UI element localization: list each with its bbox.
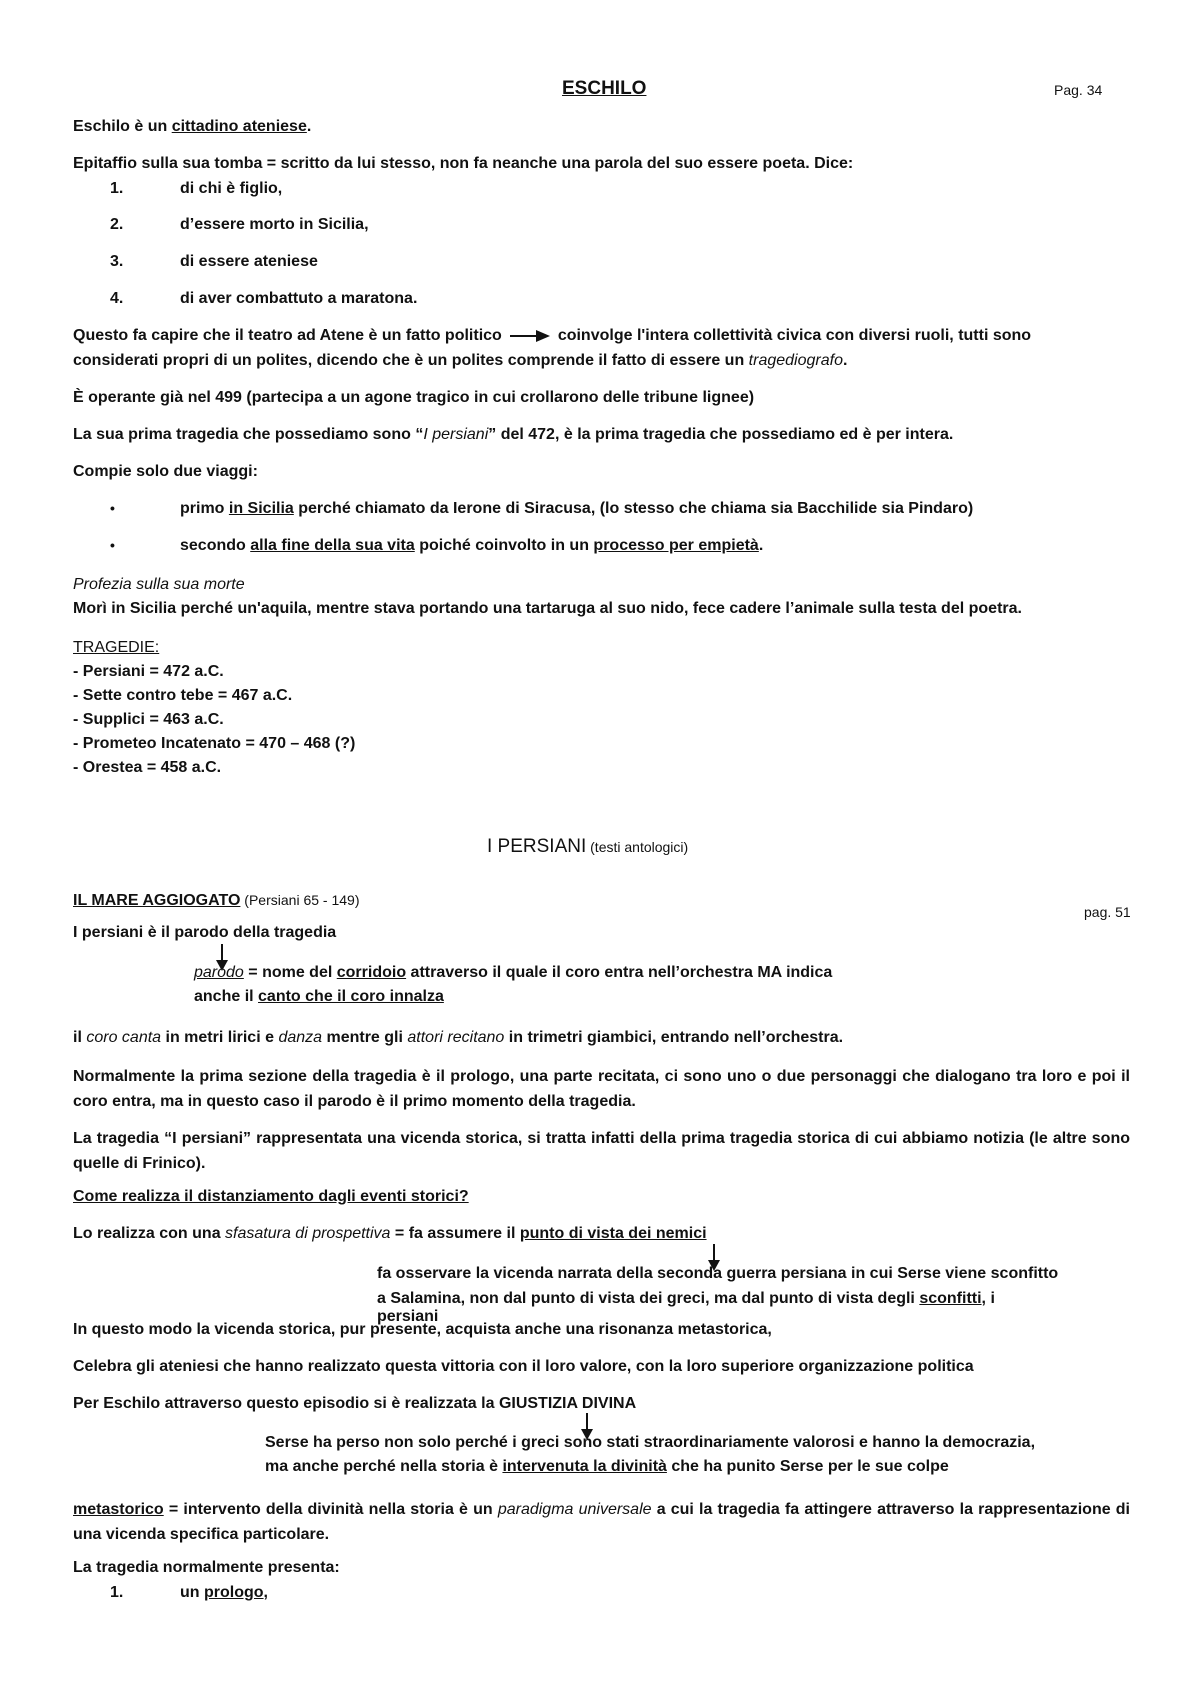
paragraph-coro [73,1029,843,1047]
paragraph-operante: È operante già nel 499 (partecipa a un agone tragico in cui crollarono delle tribune lignee) [73,389,755,406]
paragraph-normalmente: Normalmente la prima sezione della tragedia è il prologo, una parte recitata, ci sono uno o due personaggi che dialogano tra loro e poi il coro entra, ma in questo caso il parodo è il primo momento della tragedia. [73,1068,1130,1110]
text: considerati propri di un polites, dicendo che è un polites comprende il fatto di essere un [73,352,749,369]
list-item: - Sette contro tebe = 467 a.C. [73,687,293,704]
bullet-icon: • [110,500,115,516]
osservare-line2 [377,1290,1110,1308]
underlined-text: in Sicilia [228,500,294,517]
list-number: 4. [110,290,124,307]
italic-text: attori recitano [407,1029,505,1046]
text: La sua prima tragedia che possediamo sono “ [73,426,424,443]
bullet-item [110,500,973,518]
paragraph-in-questo-modo: In questo modo la vicenda storica, pur presente, acquista anche una risonanza metastorica, [73,1321,772,1338]
section-title-text: I PERSIANI [487,836,587,857]
text: il [73,1029,87,1046]
heading-tragedie: TRAGEDIE: [73,639,160,656]
bullet-icon: • [110,537,115,553]
paragraph-mori: Morì in Sicilia perché un'aquila, mentre stava portando una tartaruga al suo nido, fece cadere l’animale sulla testa del poetra. [73,600,1022,617]
heading-profezia: Profezia sulla sua morte [73,576,245,593]
text: ” del 472, è la prima tragedia che possediamo ed è per intera. [488,426,954,443]
paragraph-metastorico [73,1497,1130,1547]
text: Lo realizza con una [73,1225,226,1242]
paragraph-giustizia: Per Eschilo attraverso questo episodio si è realizzata la GIUSTIZIA DIVINA [73,1395,637,1412]
list-text: di aver combattuto a maratona. [180,290,418,307]
text: . [842,352,848,369]
parodo-definition-line2 [194,988,444,1006]
text: = nome del [243,964,337,981]
osservare-line1: fa osservare la vicenda narrata della seconda guerra persiana in cui Serse viene sconfitto [377,1265,1059,1282]
list-text: d’essere morto in Sicilia, [180,216,369,233]
list-text: di chi è figlio, [180,180,283,197]
italic-underlined-text: parodo [194,964,244,981]
list-item [110,290,417,308]
text: . [306,118,312,135]
text: primo [180,500,229,517]
text: in trimetri giambici, entrando nell’orchestra. [504,1029,844,1046]
list-item [110,1584,268,1602]
text: un [180,1584,204,1601]
paragraph-la-tragedia: La tragedia “I persiani” rappresentata una vicenda storica, si tratta infatti della prima tragedia storica di cui abbiamo notizia (le altre sono quelle di Frinico). [73,1130,1130,1172]
list-item: - Prometeo Incatenato = 470 – 468 (?) [73,735,356,752]
list-item: - Persiani = 472 a.C. [73,663,224,680]
underlined-text: canto che il coro innalza [258,988,444,1005]
underlined-text: corridoio [336,964,407,981]
italic-text: danza [278,1029,323,1046]
paragraph-questo-line2 [73,352,847,370]
list-number: 1. [110,180,124,197]
list-number: 2. [110,216,124,233]
text: ma anche perché nella storia è [265,1458,503,1475]
text: = fa assumere il [390,1225,520,1242]
section-title [487,836,688,858]
text: a cui la tragedia fa attingere attraverso la rappresentazione di una vicenda specifica particolare. [73,1501,1131,1543]
text: poiché coinvolto in un [414,537,594,554]
list-item [110,180,282,198]
underlined-text: processo per empietà [593,537,759,554]
text: attraverso il quale il coro entra nell’orchestra MA indica [406,964,833,981]
bullet-item [110,537,763,555]
subsection-title-text: IL MARE AGGIOGATO [73,892,241,909]
text: Eschilo è un [73,118,172,135]
section-subtitle: (testi antologici) [586,839,689,855]
page-reference: pag. 51 [1084,904,1131,920]
text: coinvolge l'intera collettività civica con diversi ruoli, tutti sono [557,327,1032,344]
arrow-right-icon [508,329,552,343]
list-item [110,216,369,234]
paragraph-viaggi: Compie solo due viaggi: [73,463,258,480]
list-number: 1. [110,1584,124,1601]
text: , [263,1584,268,1601]
underlined-text: intervenuta la divinità [502,1458,667,1475]
text: mentre gli [322,1029,408,1046]
subsection-subtitle: (Persiani 65 - 149) [240,892,360,908]
paragraph-celebra: Celebra gli ateniesi che hanno realizzato questa vittoria con il loro valore, con la loro superiore organizzazione politica [73,1358,974,1375]
text: a Salamina, non dal punto di vista dei greci, ma dal punto di vista degli [377,1290,920,1307]
underlined-text: cittadino ateniese [171,118,307,135]
list-item: - Orestea = 458 a.C. [73,759,222,776]
underlined-text: punto di vista dei nemici [519,1225,707,1242]
paragraph-epitaffio: Epitaffio sulla sua tomba = scritto da lui stesso, non fa neanche una parola del suo essere poeta. Dice: [73,155,854,172]
paragraph-realizza [73,1225,707,1243]
text: Questo fa capire che il teatro ad Atene è un fatto politico [73,327,502,344]
underlined-text: alla fine della sua vita [250,537,415,554]
text: anche il [194,988,259,1005]
page-title: ESCHILO [562,78,647,99]
paragraph-presenta: La tragedia normalmente presenta: [73,1559,340,1576]
paragraph-parodo-intro: I persiani è il parodo della tragedia [73,924,337,941]
italic-text: paradigma universale [497,1501,652,1518]
serse-line1: Serse ha perso non solo perché i greci sono stati straordinariamente valorosi e hanno la democrazia, [265,1434,1036,1451]
paragraph-questo-line1 [73,327,1031,345]
text: che ha punito Serse per le sue colpe [666,1458,949,1475]
subsection-title [73,892,359,910]
list-number: 3. [110,253,124,270]
parodo-definition-line1 [194,964,832,982]
italic-text: sfasatura di prospettiva [225,1225,391,1242]
underlined-text: sconfitti [919,1290,982,1307]
text: , i [981,1290,995,1307]
italic-text: coro canta [86,1029,162,1046]
paragraph-cittadino [73,118,311,136]
page-number: Pag. 34 [1054,82,1103,98]
serse-line2 [265,1458,949,1476]
underlined-text: metastorico [73,1501,164,1518]
text: = intervento della divinità nella storia è un [163,1501,498,1518]
paragraph-prima-tragedia [73,426,953,444]
text: perché chiamato da Ierone di Siracusa, (lo stesso che chiama sia Bacchilide sia Pindaro) [293,500,974,517]
italic-text: tragediografo [748,352,843,369]
osservare-line3: persiani [377,1308,439,1325]
list-text: di essere ateniese [180,253,318,270]
text: secondo [180,537,251,554]
list-item [110,253,318,271]
list-item: - Supplici = 463 a.C. [73,711,224,728]
text: in metri lirici e [161,1029,279,1046]
text: . [758,537,764,554]
italic-text: I persiani [423,426,489,443]
question-heading: Come realizza il distanziamento dagli eventi storici? [73,1188,469,1205]
underlined-text: prologo [204,1584,264,1601]
